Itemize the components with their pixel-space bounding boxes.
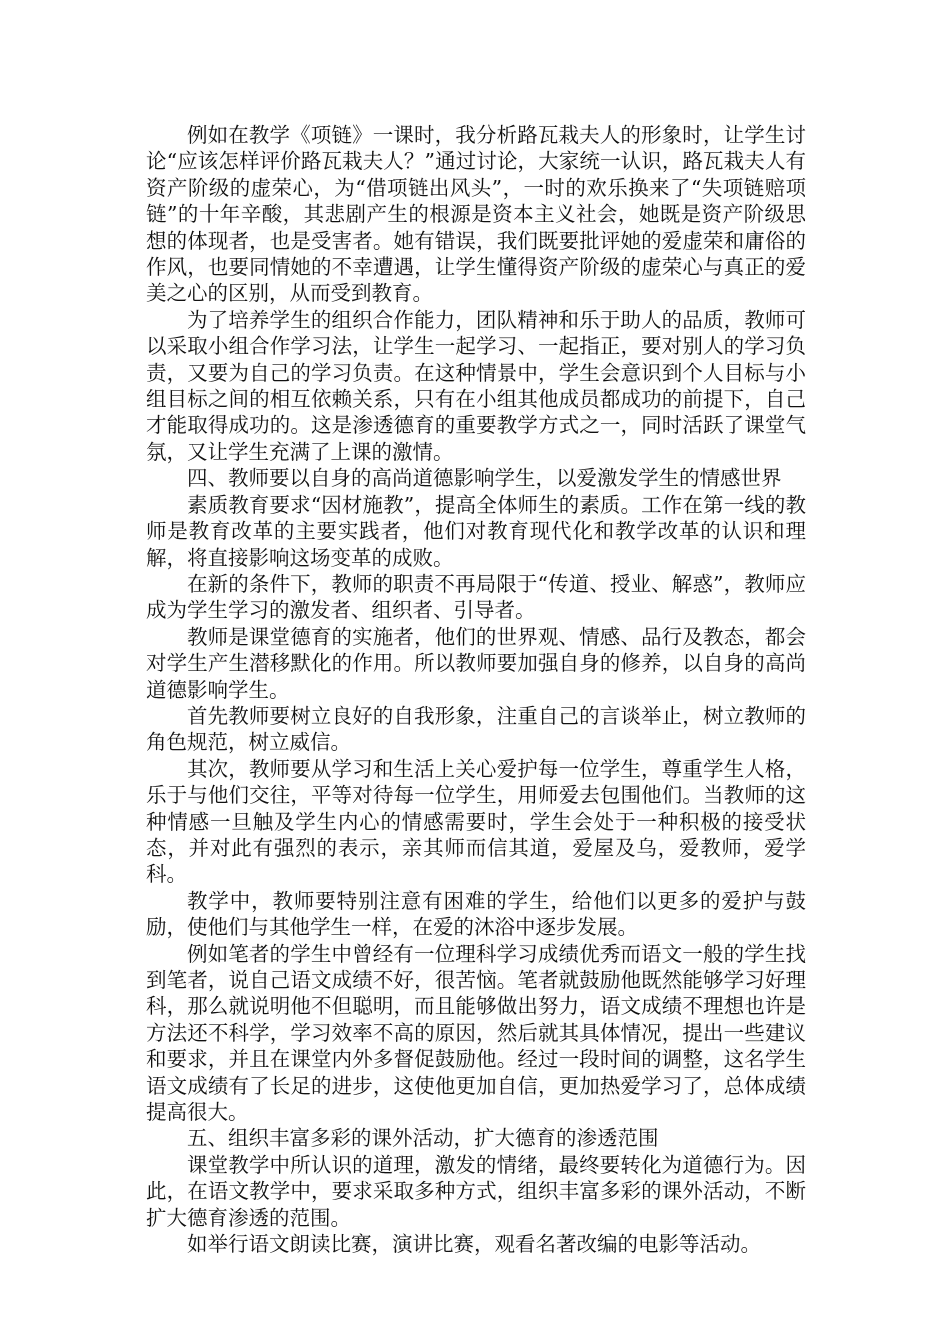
- paragraph-teacher-duties: 在新的条件下，教师的职责不再局限于“传道、授业、解惑”，教师应成为学生学习的激发者、组织者、引导者。: [146, 571, 806, 623]
- paragraph-moral-behavior: 课堂教学中所认识的道理，激发的情绪，最终要转化为道德行为。因此，在语文教学中，要求采取多种方式，组织丰富多彩的课外活动，不断扩大德育渗透的范围。: [146, 1152, 806, 1230]
- paragraph-quality-education: 素质教育要求“因材施教”，提高全体师生的素质。工作在第一线的教师是教育改革的主要实践者，他们对教育现代化和教学改革的认识和理解，将直接影响这场变革的成败。: [146, 492, 806, 570]
- paragraph-student-example: 例如笔者的学生中曾经有一位理科学习成绩优秀而语文一般的学生找到笔者，说自己语文成绩不好，很苦恼。笔者就鼓励他既然能够学习好理科，那么就说明他不但聪明，而且能够做出努力，语文成绩不理想也许是方法还不科学，学习效率不高的原因，然后就其具体情况，提出一些建议和要求，并且在课堂内外多督促鼓励他。经过一段时间的调整，这名学生语文成绩有了长足的进步，这使他更加自信，更加热爱学习了，总体成绩提高很大。: [146, 941, 806, 1125]
- paragraph-necklace-example: 例如在教学《项链》一课时，我分析路瓦栽夫人的形象时，让学生讨论“应该怎样评价路瓦栽夫人？”通过讨论，大家统一认识，路瓦栽夫人有资产阶级的虚荣心，为“借项链出风头”，一时的欢乐换来了“失项链赔项链”的十年辛酸，其悲剧产生的根源是资本主义社会，她既是资产阶级思想的体现者，也是受害者。她有错误，我们既要批评她的爱虚荣和庸俗的作风，也要同情她的不幸遭遇，让学生懂得资产阶级的虚荣心与真正的爱美之心的区别，从而受到教育。: [146, 123, 806, 306]
- paragraph-struggling-students: 教学中，教师要特别注意有困难的学生，给他们以更多的爱护与鼓励，使他们与其他学生一样，在爱的沐浴中逐步发展。: [146, 888, 806, 940]
- section-heading-five: 五、组织丰富多彩的课外活动，扩大德育的渗透范围: [187, 1126, 659, 1151]
- paragraph-care-students: 其次，教师要从学习和生活上关心爱护每一位学生，尊重学生人格，乐于与他们交往，平等对待每一位学生，用师爱去包围他们。当教师的这种情感一旦触及学生内心的情感需要时，学生会处于一种积极的接受状态，并对此有强烈的表示，亲其师而信其道，爱屋及乌，爱教师，爱学科。: [146, 756, 806, 887]
- paragraph-group-cooperation: 为了培养学生的组织合作能力，团队精神和乐于助人的品质，教师可以采取小组合作学习法，让学生一起学习、一起指正，要对别人的学习负责，又要为自己的学习负责。在这种情景中，学生会意识到个人目标与小组目标之间的相互依赖关系，只有在小组其他成员都成功的前提下，自己才能取得成功的。这是渗透德育的重要教学方式之一，同时活跃了课堂气氛，又让学生充满了上课的激情。: [146, 307, 806, 464]
- paragraph-teacher-implementer: 教师是课堂德育的实施者，他们的世界观、情感、品行及教态，都会对学生产生潜移默化的作用。所以教师要加强自身的修养，以自身的高尚道德影响学生。: [146, 624, 806, 702]
- paragraph-self-image: 首先教师要树立良好的自我形象，注重自己的言谈举止，树立教师的角色规范，树立威信。: [146, 703, 806, 755]
- document-body: [146, 122, 806, 1257]
- paragraph-activities: 如举行语文朗读比赛，演讲比赛，观看名著改编的电影等活动。: [187, 1232, 761, 1257]
- section-heading-four: 四、教师要以自身的高尚道德影响学生，以爱激发学生的情感世界: [187, 466, 782, 491]
